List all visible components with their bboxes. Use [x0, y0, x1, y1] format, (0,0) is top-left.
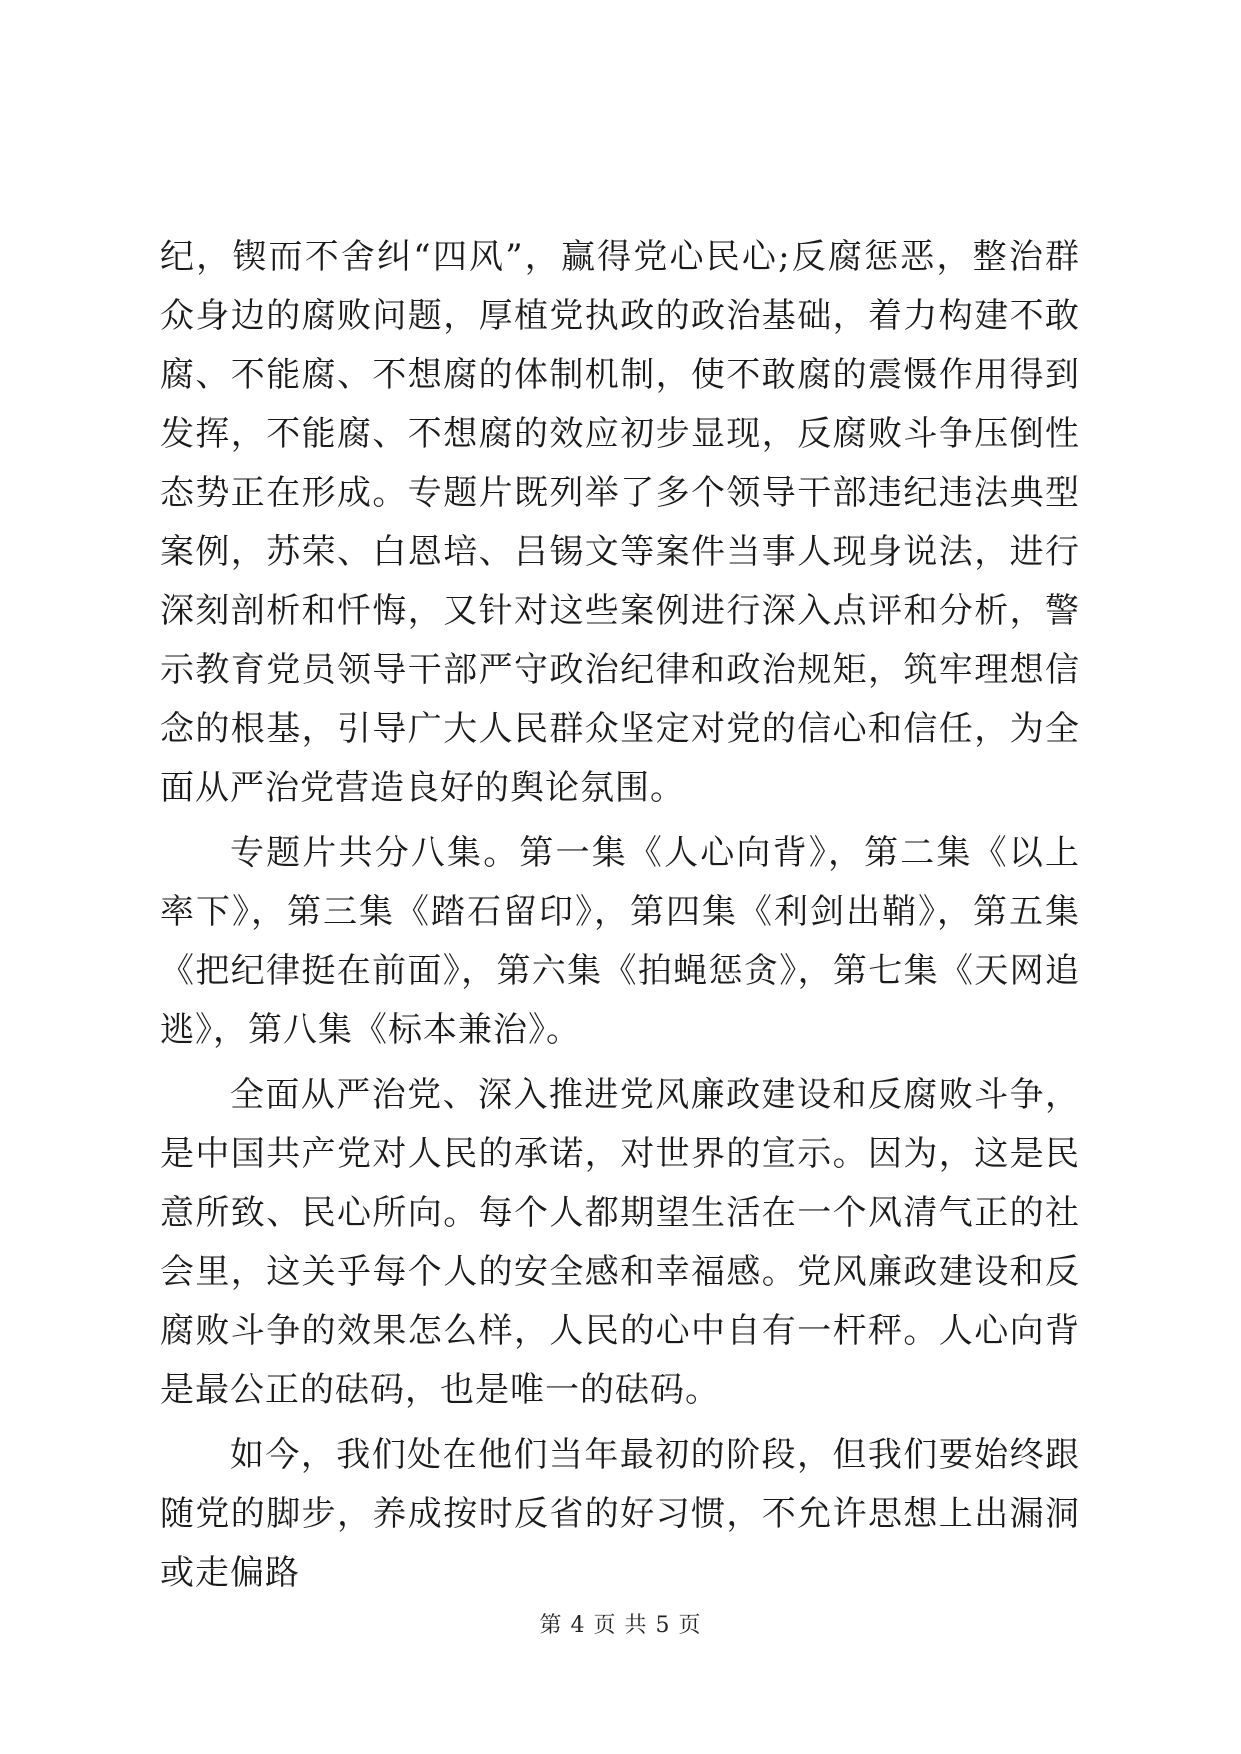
paragraph-4: 如今，我们处在他们当年最初的阶段，但我们要始终跟随党的脚步，养成按时反省的好习惯，不允许思想上出漏洞或走偏路: [160, 1435, 1080, 1593]
paragraph-1: 纪，锲而不舍纠“四风”，赢得党心民心;反腐惩恶，整治群众身边的腐败问题，厚植党执政的政治基础，着力构建不敢腐、不能腐、不想腐的体制机制，使不敢腐的震慑作用得到发挥，不能腐、不想腐的效应初步显现，反腐败斗争压倒性态势正在形成。专题片既列举了多个领导干部违纪违法典型案例，苏荣、白恩培、吕锡文等案件当事人现身说法，进行深刻剖析和忏悔，又针对这些案例进行深入点评和分析，警示教育党员领导干部严守政治纪律和政治规矩，筑牢理想信念的根基，引导广大人民群众坚定对党的信心和信任，为全面从严治党营造良好的舆论氛围。: [160, 237, 1080, 808]
paragraph-2: 专题片共分八集。第一集《人心向背》，第二集《以上率下》，第三集《踏石留印》，第四集《利剑出鞘》，第五集《把纪律挺在前面》，第六集《拍蝇惩贪》，第七集《天网追逃》，第八集《标本兼治》。: [160, 833, 1080, 1050]
paragraph-3: 全面从严治党、深入推进党风廉政建设和反腐败斗争，是中国共产党对人民的承诺，对世界的宣示。因为，这是民意所致、民心所向。每个人都期望生活在一个风清气正的社会里，这关乎每个人的安全感和幸福感。党风廉政建设和反腐败斗争的效果怎么样，人民的心中自有一杆秤。人心向背是最公正的砝码，也是唯一的砝码。: [160, 1075, 1080, 1410]
page-footer: 第 4 页 共 5 页: [539, 1613, 702, 1638]
document-body: [160, 228, 1080, 1609]
